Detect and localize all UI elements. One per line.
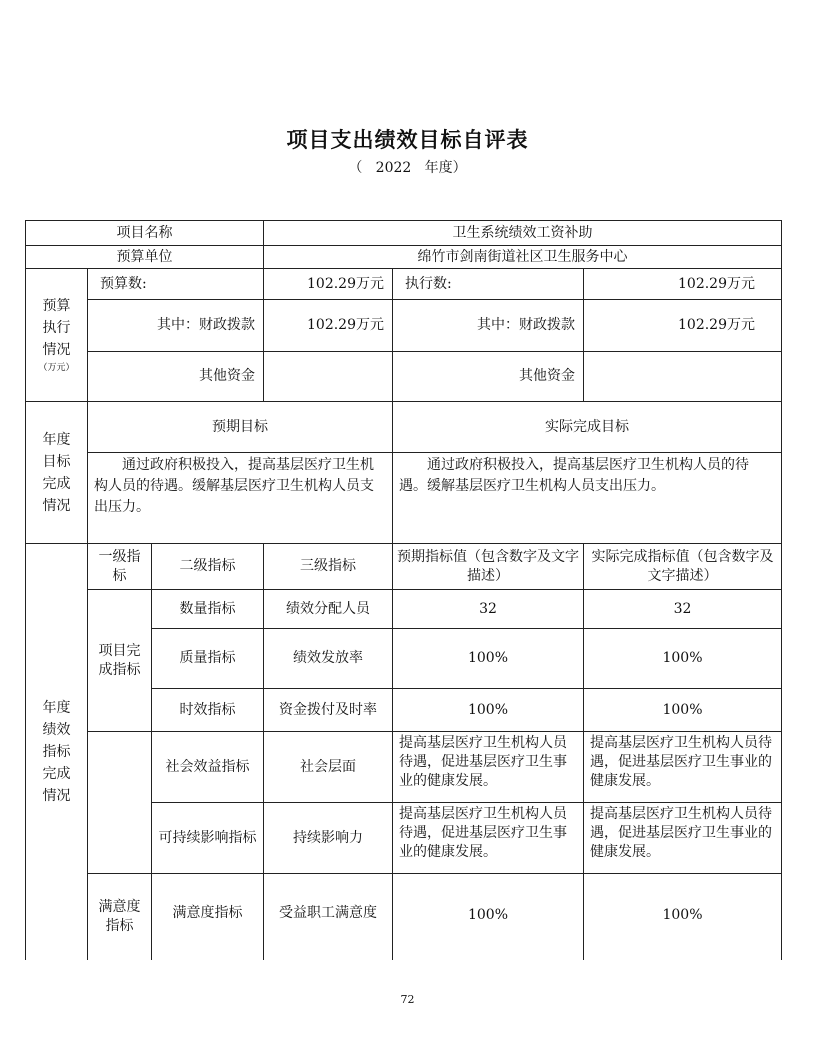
table-row-level2: 满意度指标 <box>152 874 264 960</box>
exec-amount-label: 执行数: <box>393 269 584 300</box>
group-project-completion: 项目完成指标 <box>88 590 152 732</box>
budget-total-value: 102.29万元 <box>264 269 393 300</box>
table-row-expected: 提高基层医疗卫生机构人员待遇，促进基层医疗卫生事业的健康发展。 <box>393 732 584 803</box>
table-row-actual: 100% <box>584 874 782 960</box>
project-name-value: 卫生系统绩效工资补助 <box>264 220 782 246</box>
budget-fiscal-label: 其中：财政拨款 <box>88 300 264 352</box>
annual-goal-text: 年度目标完成情况 <box>42 431 71 514</box>
table-row-expected: 100% <box>393 874 584 960</box>
table-row-level3: 持续影响力 <box>264 803 393 874</box>
budget-exec-unit: （万元） <box>38 363 75 373</box>
group-effect-indicators <box>88 732 152 874</box>
table-row-actual: 提高基层医疗卫生机构人员待遇，促进基层医疗卫生事业的健康发展。 <box>584 732 782 803</box>
table-row-level2: 数量指标 <box>152 590 264 629</box>
table-row-expected: 32 <box>393 590 584 629</box>
budget-amount-label: 预算数: <box>88 269 264 300</box>
actual-goal-header: 实际完成目标 <box>393 402 782 453</box>
table-row-level2-text: 社会效益指标 <box>165 758 250 775</box>
table-row-level2 <box>152 732 264 803</box>
page-number: 72 <box>400 993 415 1006</box>
annual-indicator-text: 年度绩效指标完成情况 <box>42 700 71 804</box>
exec-other-value <box>584 352 782 402</box>
actual-goal-text: 通过政府积极投入，提高基层医疗卫生机构人员的待遇。缓解基层医疗卫生机构人员支出压力。 <box>393 453 782 544</box>
table-row-expected: 100% <box>393 629 584 689</box>
group-satisfaction-text: 满意度指标 <box>98 899 141 934</box>
table-row-level3: 社会层面 <box>264 732 393 803</box>
exec-fiscal-value: 102.29万元 <box>584 300 782 352</box>
budget-exec-text: 预算执行情况 <box>42 298 71 358</box>
group-satisfaction <box>88 874 152 960</box>
table-row-level2: 时效指标 <box>152 689 264 732</box>
budget-unit-label: 预算单位 <box>25 246 264 269</box>
level3-header: 三级指标 <box>264 544 393 590</box>
table-row-actual: 100% <box>584 629 782 689</box>
table-row-level2: 质量指标 <box>152 629 264 689</box>
level1-header: 一级指标 <box>88 544 152 590</box>
exec-total-value: 102.29万元 <box>584 269 782 300</box>
budget-unit-value: 绵竹市剑南街道社区卫生服务中心 <box>264 246 782 269</box>
budget-other-value <box>264 352 393 402</box>
table-row-level3: 受益职工满意度 <box>264 874 393 960</box>
budget-fiscal-value: 102.29万元 <box>264 300 393 352</box>
page-title: 项目支出绩效目标自评表 <box>286 128 529 152</box>
budget-other-label: 其他资金 <box>88 352 264 402</box>
table-row-level3: 绩效发放率 <box>264 629 393 689</box>
table-row-level3: 绩效分配人员 <box>264 590 393 629</box>
budget-exec-label <box>25 269 88 402</box>
level2-header: 二级指标 <box>152 544 264 590</box>
expected-goal-text: 通过政府积极投入，提高基层医疗卫生机构人员的待遇。缓解基层医疗卫生机构人员支出压力。 <box>88 453 393 544</box>
table-row-level2 <box>152 803 264 874</box>
annual-goal-label <box>25 402 88 544</box>
table-row-actual: 32 <box>584 590 782 629</box>
table-row-level3: 资金拨付及时率 <box>264 689 393 732</box>
project-name-label: 项目名称 <box>25 220 264 246</box>
expected-goal-header: 预期目标 <box>88 402 393 453</box>
annual-indicator-label <box>25 544 88 960</box>
expected-value-header: 预期指标值（包含数字及文字描述） <box>393 544 584 590</box>
table-row-level2-text: 可持续影响指标 <box>158 829 257 846</box>
exec-fiscal-label: 其中：财政拨款 <box>393 300 584 352</box>
table-row-actual: 提高基层医疗卫生机构人员待遇，促进基层医疗卫生事业的健康发展。 <box>584 803 782 874</box>
table-row-expected: 提高基层医疗卫生机构人员待遇，促进基层医疗卫生事业的健康发展。 <box>393 803 584 874</box>
table-row-actual: 100% <box>584 689 782 732</box>
table-row-expected: 100% <box>393 689 584 732</box>
actual-value-header: 实际完成指标值（包含数字及文字描述） <box>584 544 782 590</box>
exec-other-label: 其他资金 <box>393 352 584 402</box>
year-subtitle: （ 2022 年度） <box>348 160 467 176</box>
